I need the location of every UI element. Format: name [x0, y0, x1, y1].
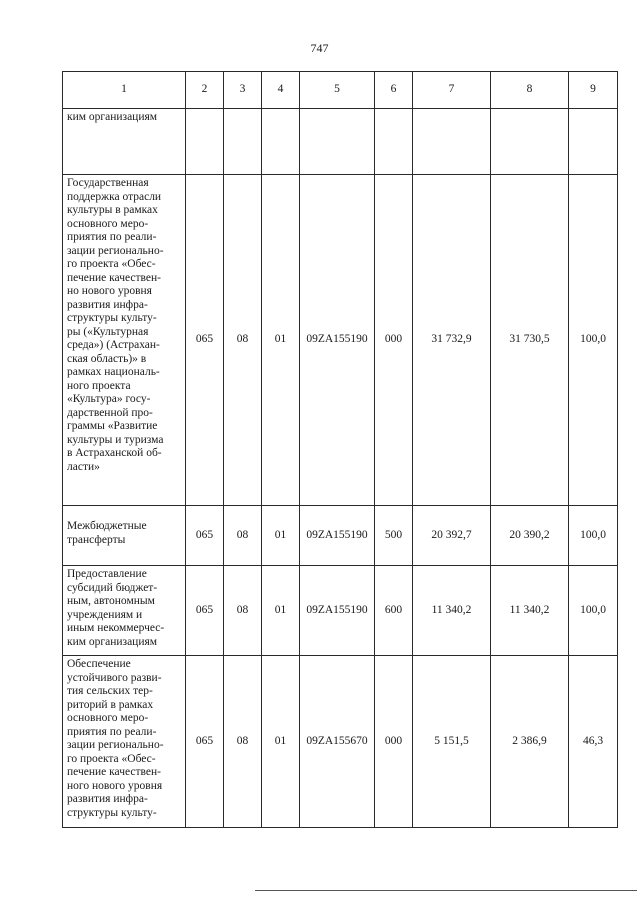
cell-actual: 31 730,5: [491, 175, 569, 506]
cell-target-article: 09ZA155190: [300, 566, 375, 656]
cell-target-article: 09ZA155190: [300, 506, 375, 566]
col-header-7: 7: [413, 72, 491, 109]
cell-ministry: 065: [186, 506, 224, 566]
cell-percent: 100,0: [569, 506, 618, 566]
col-header-9: 9: [569, 72, 618, 109]
cell-percent: 46,3: [569, 656, 618, 828]
cell-section: 08: [224, 566, 262, 656]
table-row: [63, 175, 618, 506]
table-row: [63, 566, 618, 656]
col-header-3: 3: [224, 72, 262, 109]
row-name: Обеспечение устойчивого разви- тия сельских тер- риторий в рамках основного меро- приятия по реали- зации регионально- го проекта «Обес- печение качествен- ного нового уровня развития инфра- структуры культу-: [63, 656, 186, 828]
cell-expense-type: 000: [375, 656, 413, 828]
page-number: 747: [310, 41, 329, 55]
cell-expense-type: 000: [375, 175, 413, 506]
table-row: [63, 506, 618, 566]
cell-planned: 20 392,7: [413, 506, 491, 566]
cell-percent: 100,0: [569, 175, 618, 506]
cell-expense-type: [375, 109, 413, 175]
row-name: ким организациям: [63, 109, 186, 175]
col-header-5: 5: [300, 72, 375, 109]
cell-expense-type: 500: [375, 506, 413, 566]
cell-actual: [491, 109, 569, 175]
cell-section: [224, 109, 262, 175]
cell-actual: 11 340,2: [491, 566, 569, 656]
cell-planned: 5 151,5: [413, 656, 491, 828]
cell-planned: 31 732,9: [413, 175, 491, 506]
cell-actual: 20 390,2: [491, 506, 569, 566]
cell-ministry: 065: [186, 175, 224, 506]
cell-percent: [569, 109, 618, 175]
cell-target-article: [300, 109, 375, 175]
cell-subsection: 01: [262, 506, 300, 566]
budget-table: [62, 71, 618, 828]
cell-target-article: 09ZA155670: [300, 656, 375, 828]
cell-expense-type: 600: [375, 566, 413, 656]
row-name: Межбюджетные трансферты: [63, 506, 186, 566]
col-header-2: 2: [186, 72, 224, 109]
table-row: [63, 109, 618, 175]
table-row: [63, 656, 618, 828]
row-name: Государственная поддержка отрасли культуры в рамках основного меро- приятия по реали- зации регионально- го проекта «Обес- печение качествен- но нового уровня развития инфра- структуры культу- ры («Культурная среда») (Астрахан- ская область)» в рамках националь- ного проекта «Культура» госу- дарственной про- граммы «Развитие культуры и туризма в Астраханской об- ласти»: [63, 175, 186, 506]
col-header-4: 4: [262, 72, 300, 109]
cell-ministry: 065: [186, 656, 224, 828]
col-header-8: 8: [491, 72, 569, 109]
cell-subsection: 01: [262, 175, 300, 506]
cell-actual: 2 386,9: [491, 656, 569, 828]
cell-percent: 100,0: [569, 566, 618, 656]
cell-planned: [413, 109, 491, 175]
cell-ministry: 065: [186, 566, 224, 656]
cell-target-article: 09ZA155190: [300, 175, 375, 506]
row-name: Предоставление субсидий бюджет- ным, автономным учреждениям и иным некоммерчес- ким организациям: [63, 566, 186, 656]
cell-planned: 11 340,2: [413, 566, 491, 656]
header-row: [63, 72, 618, 109]
cell-section: 08: [224, 656, 262, 828]
cell-subsection: [262, 109, 300, 175]
col-header-1: 1: [63, 72, 186, 109]
cell-subsection: 01: [262, 566, 300, 656]
cell-subsection: 01: [262, 656, 300, 828]
col-header-6: 6: [375, 72, 413, 109]
cell-section: 08: [224, 175, 262, 506]
cell-ministry: [186, 109, 224, 175]
bottom-rule: [255, 890, 637, 891]
cell-section: 08: [224, 506, 262, 566]
